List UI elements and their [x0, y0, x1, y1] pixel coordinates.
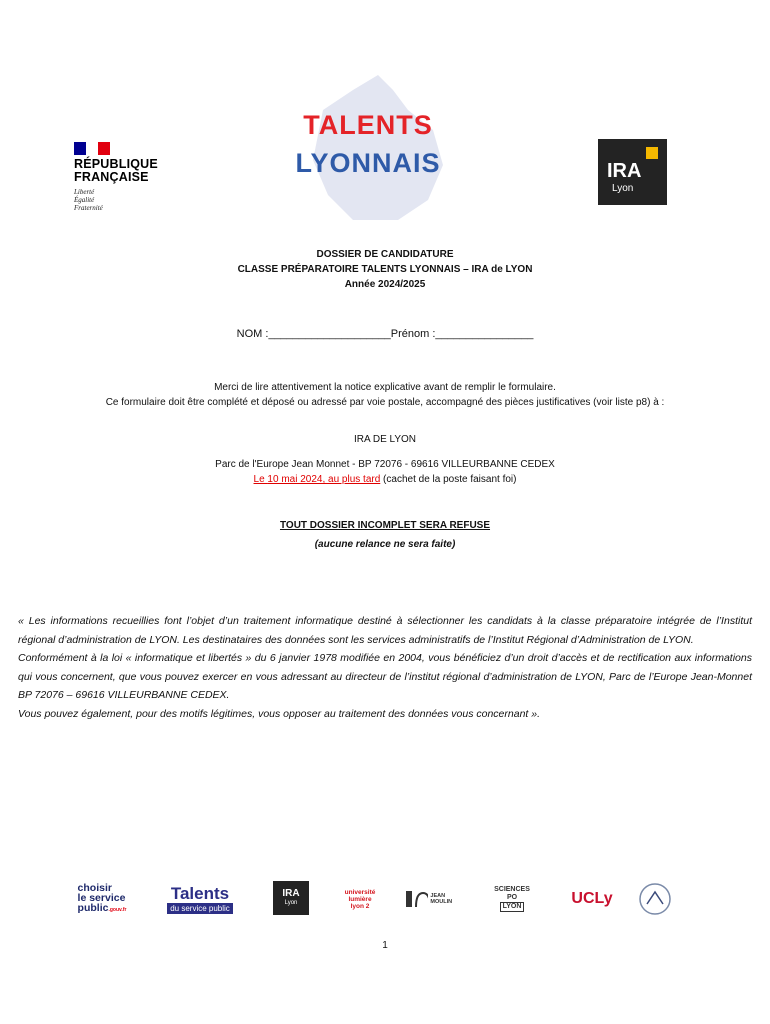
jean-moulin-label: JEAN MOULIN [430, 893, 453, 905]
sciences-po-lyon-logo [484, 880, 540, 918]
name-fields-line[interactable]: NOM :____________________Prénom :________________ [236, 328, 534, 340]
sciencespo-line2: PO [506, 894, 518, 901]
legal-paragraph-2: Conformément à la loi « informatique et libertés » du 6 janvier 1978 modifiée en 2004, vous bénéficiez d’un droit d’accès et de rectification aux informations qui vous concernent, que vous pouvez exercer en vous adressant au directeur de l’institut régional d’administration de LYON, Parc de l’Europe Jean-Monnet BP 72076 – 69616 VILLEURBANNE CEDEX. [18, 652, 752, 701]
legal-paragraph-1: « Les informations recueillies font l’objet d’un traitement informatique destiné à sélectionner les candidats à la classe préparatoire intégrée de l’Institut régional d’administration de LYON. Les destinataires des données sont les services administratifs de l’Institut Régional d’Administration de LYON. [18, 615, 752, 646]
rf-motto-3: Fraternité [74, 204, 103, 212]
heading-line3: Année 2024/2025 [344, 279, 426, 290]
ira-lyon-footer-logo [273, 881, 309, 915]
choisir-le-service-public-logo [66, 880, 138, 918]
choisir-word-1: choisir [77, 882, 112, 894]
ucly-label: UCLy [571, 890, 613, 907]
sciencespo-line3: LYON [500, 902, 525, 912]
heading-line2: CLASSE PRÉPARATOIRE TALENTS LYONNAIS – IRA de LYON [237, 264, 533, 275]
rf-motto-1: Liberté [74, 188, 95, 196]
choisir-suffix: .gouv.fr [108, 907, 127, 913]
univ-line1: université [344, 888, 376, 896]
page-number: 1 [382, 940, 388, 951]
ira-logo-subtitle: Lyon [612, 183, 634, 194]
instructions-line2: Ce formulaire doit être complété et déposé ou adressé par voie postale, accompagné des pièces justificatives (voir liste p8) à : [105, 397, 665, 408]
deadline-date: 10 mai 2024, au plus tard [267, 474, 381, 485]
deadline-prefix: Le [253, 474, 268, 485]
address-street: Parc de l'Europe Jean Monnet - BP 72076 - 69616 VILLEURBANNE CEDEX [215, 459, 555, 470]
ministere-emblem-logo [636, 880, 674, 918]
warning-line1: TOUT DOSSIER INCOMPLET SERA REFUSE [279, 520, 491, 531]
jean-moulin-logo [404, 880, 466, 918]
talents-du-service-public-logo [154, 880, 246, 918]
ira-footer-subtitle: Lyon [284, 900, 298, 906]
rf-motto-2: Égalité [74, 196, 95, 204]
republique-francaise-logo [74, 142, 174, 212]
talents-lyonnais-logo [283, 70, 453, 230]
marianne-flag-icon [74, 142, 110, 155]
universite-lumiere-lyon2-logo [336, 880, 384, 918]
univ-line3: lyon 2 [350, 902, 370, 910]
ira-footer-title: IRA [282, 888, 300, 899]
deadline-line [0, 472, 770, 487]
talents-word: TALENTS [303, 110, 433, 140]
heading-line1: DOSSIER DE CANDIDATURE [316, 249, 454, 260]
legal-paragraph-3: Vous pouvez également, pour des motifs légitimes, vous opposer au traitement des données vous concernant ». [18, 707, 541, 720]
deadline-suffix: (cachet de la poste faisant foi) [380, 474, 517, 485]
ira-yellow-square-icon [646, 147, 658, 159]
ucly-logo [556, 880, 628, 918]
warning-line2: (aucune relance ne sera faite) [314, 539, 456, 550]
instructions-line1: Merci de lire attentivement la notice explicative avant de remplir le formulaire. [214, 382, 556, 393]
address-name: IRA DE LYON [353, 434, 417, 445]
lyonnais-word: LYONNAIS [295, 148, 441, 178]
choisir-word-3: public [77, 902, 109, 914]
rf-title-line2: FRANÇAISE [74, 170, 149, 184]
ira-lyon-logo [598, 139, 667, 205]
circular-emblem-icon [638, 882, 672, 916]
sciencespo-line1: SCIENCES [494, 886, 530, 893]
univ-line2: lumière [348, 895, 372, 903]
choisir-word-2: le service [77, 892, 126, 904]
rf-title-line1: RÉPUBLIQUE [74, 157, 158, 171]
legal-notice [18, 612, 752, 723]
jean-moulin-emblem-icon [404, 887, 428, 911]
ira-logo-title: IRA [607, 160, 642, 182]
talents-subtitle-footer: du service public [167, 903, 233, 914]
talents-word-footer: Talents [170, 883, 230, 903]
